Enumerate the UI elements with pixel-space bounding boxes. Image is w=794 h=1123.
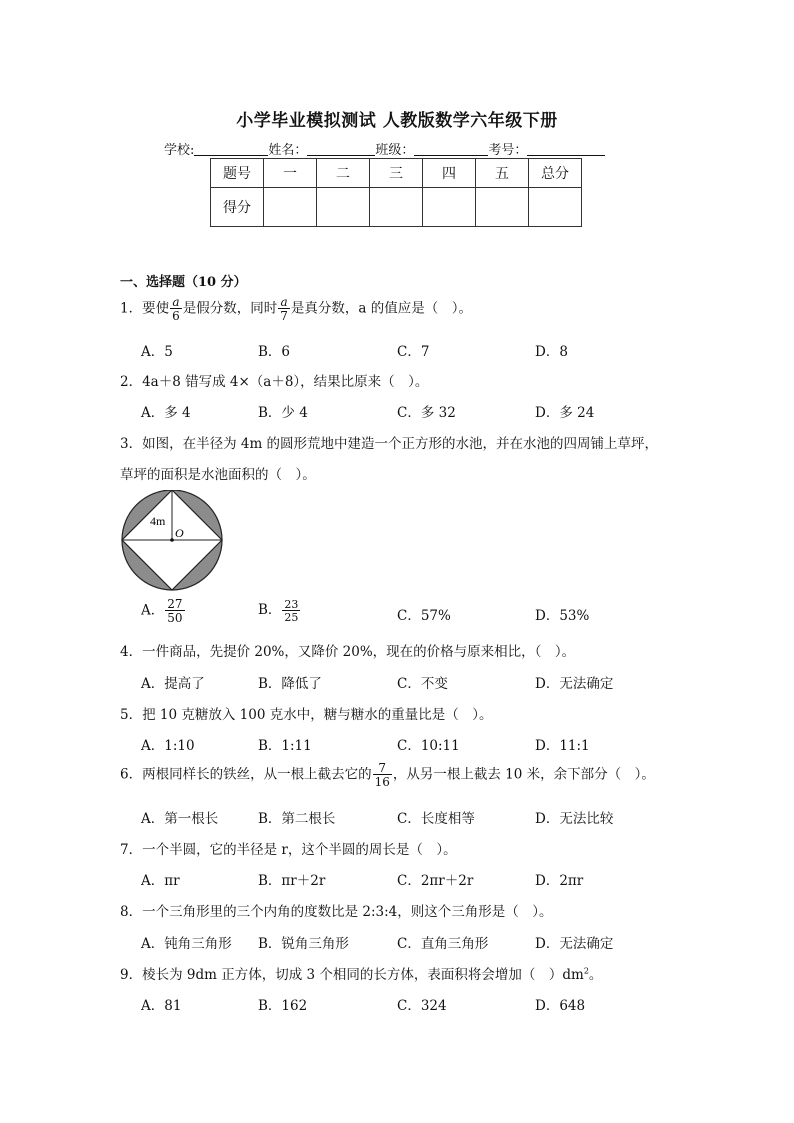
option-a[interactable]: A．5 bbox=[141, 344, 173, 360]
option-c[interactable]: C．57% bbox=[397, 608, 451, 624]
name-label: 姓名： bbox=[268, 143, 308, 158]
option-a[interactable]: A．第一根长 bbox=[141, 811, 219, 827]
option-c[interactable]: C．长度相等 bbox=[397, 811, 475, 827]
class-label: 班级： bbox=[375, 143, 415, 158]
superscript: 2 bbox=[583, 966, 589, 976]
header-cell: 三 bbox=[370, 159, 423, 188]
option-d[interactable]: D．无法比较 bbox=[535, 811, 614, 827]
option-b[interactable]: B．162 bbox=[258, 998, 308, 1014]
score-cell[interactable] bbox=[370, 188, 423, 227]
radius-label: 4m bbox=[150, 514, 166, 528]
option-d[interactable]: D．8 bbox=[535, 344, 568, 360]
page-title: 小学毕业模拟测试 人教版数学六年级下册 bbox=[236, 111, 558, 131]
option-b[interactable]: B．第二根长 bbox=[258, 811, 336, 827]
option-b[interactable]: B．锐角三角形 bbox=[258, 936, 349, 952]
question-6 bbox=[120, 762, 655, 788]
header-cell: 总分 bbox=[529, 159, 582, 188]
question-text: 9．棱长为 9dm 正方体，切成 3 个相同的长方体，表面积将会增加（ ）dm bbox=[120, 967, 584, 983]
header-cell: 二 bbox=[317, 159, 370, 188]
option-d[interactable]: D．无法确定 bbox=[535, 676, 614, 692]
option-c[interactable]: C．7 bbox=[397, 344, 430, 360]
score-table-header-row bbox=[211, 159, 582, 188]
row-label-cell: 得分 bbox=[211, 188, 264, 227]
question-text: 6．两根同样长的铁丝，从一根上截去它的 bbox=[120, 766, 372, 783]
question-3-line-1: 3．如图，在半径为 4m 的圆形荒地中建造一个正方形的水池，并在水池的四周铺上草坪， bbox=[120, 436, 659, 452]
question-3-line-2: 草坪的面积是水池面积的（ ）。 bbox=[120, 467, 316, 483]
center-dot bbox=[170, 538, 174, 542]
question-text: 是假分数，同时 bbox=[182, 300, 278, 317]
school-label: 学校: bbox=[164, 143, 195, 158]
option-d[interactable]: D．2πr bbox=[535, 873, 584, 889]
option-c[interactable]: C．324 bbox=[397, 998, 447, 1014]
option-b[interactable]: B．降低了 bbox=[258, 676, 322, 692]
option-b[interactable]: B． $\frac{23}{25}$ bbox=[258, 597, 299, 624]
option-b[interactable]: B．πr＋2r bbox=[258, 873, 326, 889]
student-info-line bbox=[164, 139, 605, 158]
option-c[interactable]: C．直角三角形 bbox=[397, 936, 489, 952]
class-field[interactable] bbox=[414, 142, 488, 156]
header-cell: 题号 bbox=[211, 159, 264, 188]
header-cell: 五 bbox=[476, 159, 529, 188]
option-a[interactable]: A．πr bbox=[141, 873, 180, 889]
question-1 bbox=[120, 296, 472, 322]
option-a[interactable]: A．钝角三角形 bbox=[141, 936, 232, 952]
question-text: 是真分数，a 的值应是（ ）。 bbox=[290, 300, 472, 317]
question-text: ，从另一根上截去 10 米，余下部分（ ）。 bbox=[392, 766, 655, 783]
fraction: $\frac{a}{7}$ bbox=[280, 295, 288, 323]
option-c[interactable]: C．不变 bbox=[397, 676, 448, 692]
question-4: 4．一件商品，先提价 20%，又降价 20%，现在的价格与原来相比，（ ）。 bbox=[120, 644, 576, 660]
fraction: $\frac{a}{6}$ bbox=[172, 295, 180, 323]
option-a[interactable]: A．提高了 bbox=[141, 676, 205, 692]
question-7: 7．一个半圆，它的半径是 r，这个半圆的周长是（ ）。 bbox=[120, 842, 457, 858]
name-field[interactable] bbox=[307, 142, 375, 156]
score-table-score-row bbox=[211, 188, 582, 227]
option-a[interactable]: A． $\frac{27}{50}$ bbox=[141, 597, 183, 625]
option-d[interactable]: D．无法确定 bbox=[535, 936, 614, 952]
score-cell[interactable] bbox=[317, 188, 370, 227]
option-a[interactable]: A．多 4 bbox=[141, 405, 191, 421]
score-cell[interactable] bbox=[476, 188, 529, 227]
option-a[interactable]: A．81 bbox=[141, 998, 182, 1014]
option-b[interactable]: B．1:11 bbox=[258, 738, 312, 754]
score-cell[interactable] bbox=[529, 188, 582, 227]
exam-no-label: 考号： bbox=[488, 143, 528, 158]
score-table bbox=[210, 158, 582, 227]
option-b[interactable]: B．少 4 bbox=[258, 405, 308, 421]
circle-square-figure bbox=[118, 490, 226, 592]
header-cell: 四 bbox=[423, 159, 476, 188]
score-cell[interactable] bbox=[423, 188, 476, 227]
option-c[interactable]: C．2πr＋2r bbox=[397, 873, 474, 889]
exam-no-field[interactable] bbox=[527, 142, 605, 156]
center-label: O bbox=[175, 526, 184, 540]
question-2: 2．4a＋8 错写成 4×（a＋8），结果比原来（ ）。 bbox=[120, 374, 429, 390]
question-8: 8．一个三角形里的三个内角的度数比是 2:3:4，则这个三角形是（ ）。 bbox=[120, 904, 553, 920]
question-9: 9．棱长为 9dm 正方体，切成 3 个相同的长方体，表面积将会增加（ ）$dm^2$。 bbox=[120, 966, 603, 983]
option-d[interactable]: D．多 24 bbox=[535, 405, 595, 421]
fraction: $\frac{23}{25}$ bbox=[284, 597, 299, 624]
school-field[interactable] bbox=[194, 142, 268, 156]
header-cell: 一 bbox=[264, 159, 317, 188]
option-d[interactable]: D．11:1 bbox=[535, 738, 590, 754]
score-cell[interactable] bbox=[264, 188, 317, 227]
option-b[interactable]: B．6 bbox=[258, 344, 291, 360]
section-title: 一、选择题（10 分） bbox=[120, 275, 247, 290]
question-5: 5．把 10 克糖放入 100 克水中，糖与糖水的重量比是（ ）。 bbox=[120, 707, 493, 723]
option-d[interactable]: D．53% bbox=[535, 608, 590, 624]
fraction: $\frac{27}{50}$ bbox=[167, 597, 183, 625]
option-c[interactable]: C．多 32 bbox=[397, 405, 456, 421]
question-text: 1．要使 bbox=[120, 300, 170, 317]
option-d[interactable]: D．648 bbox=[535, 998, 586, 1014]
option-a[interactable]: A．1:10 bbox=[141, 738, 195, 754]
option-c[interactable]: C．10:11 bbox=[397, 738, 460, 754]
fraction: $\frac{7}{16}$ bbox=[374, 761, 390, 789]
